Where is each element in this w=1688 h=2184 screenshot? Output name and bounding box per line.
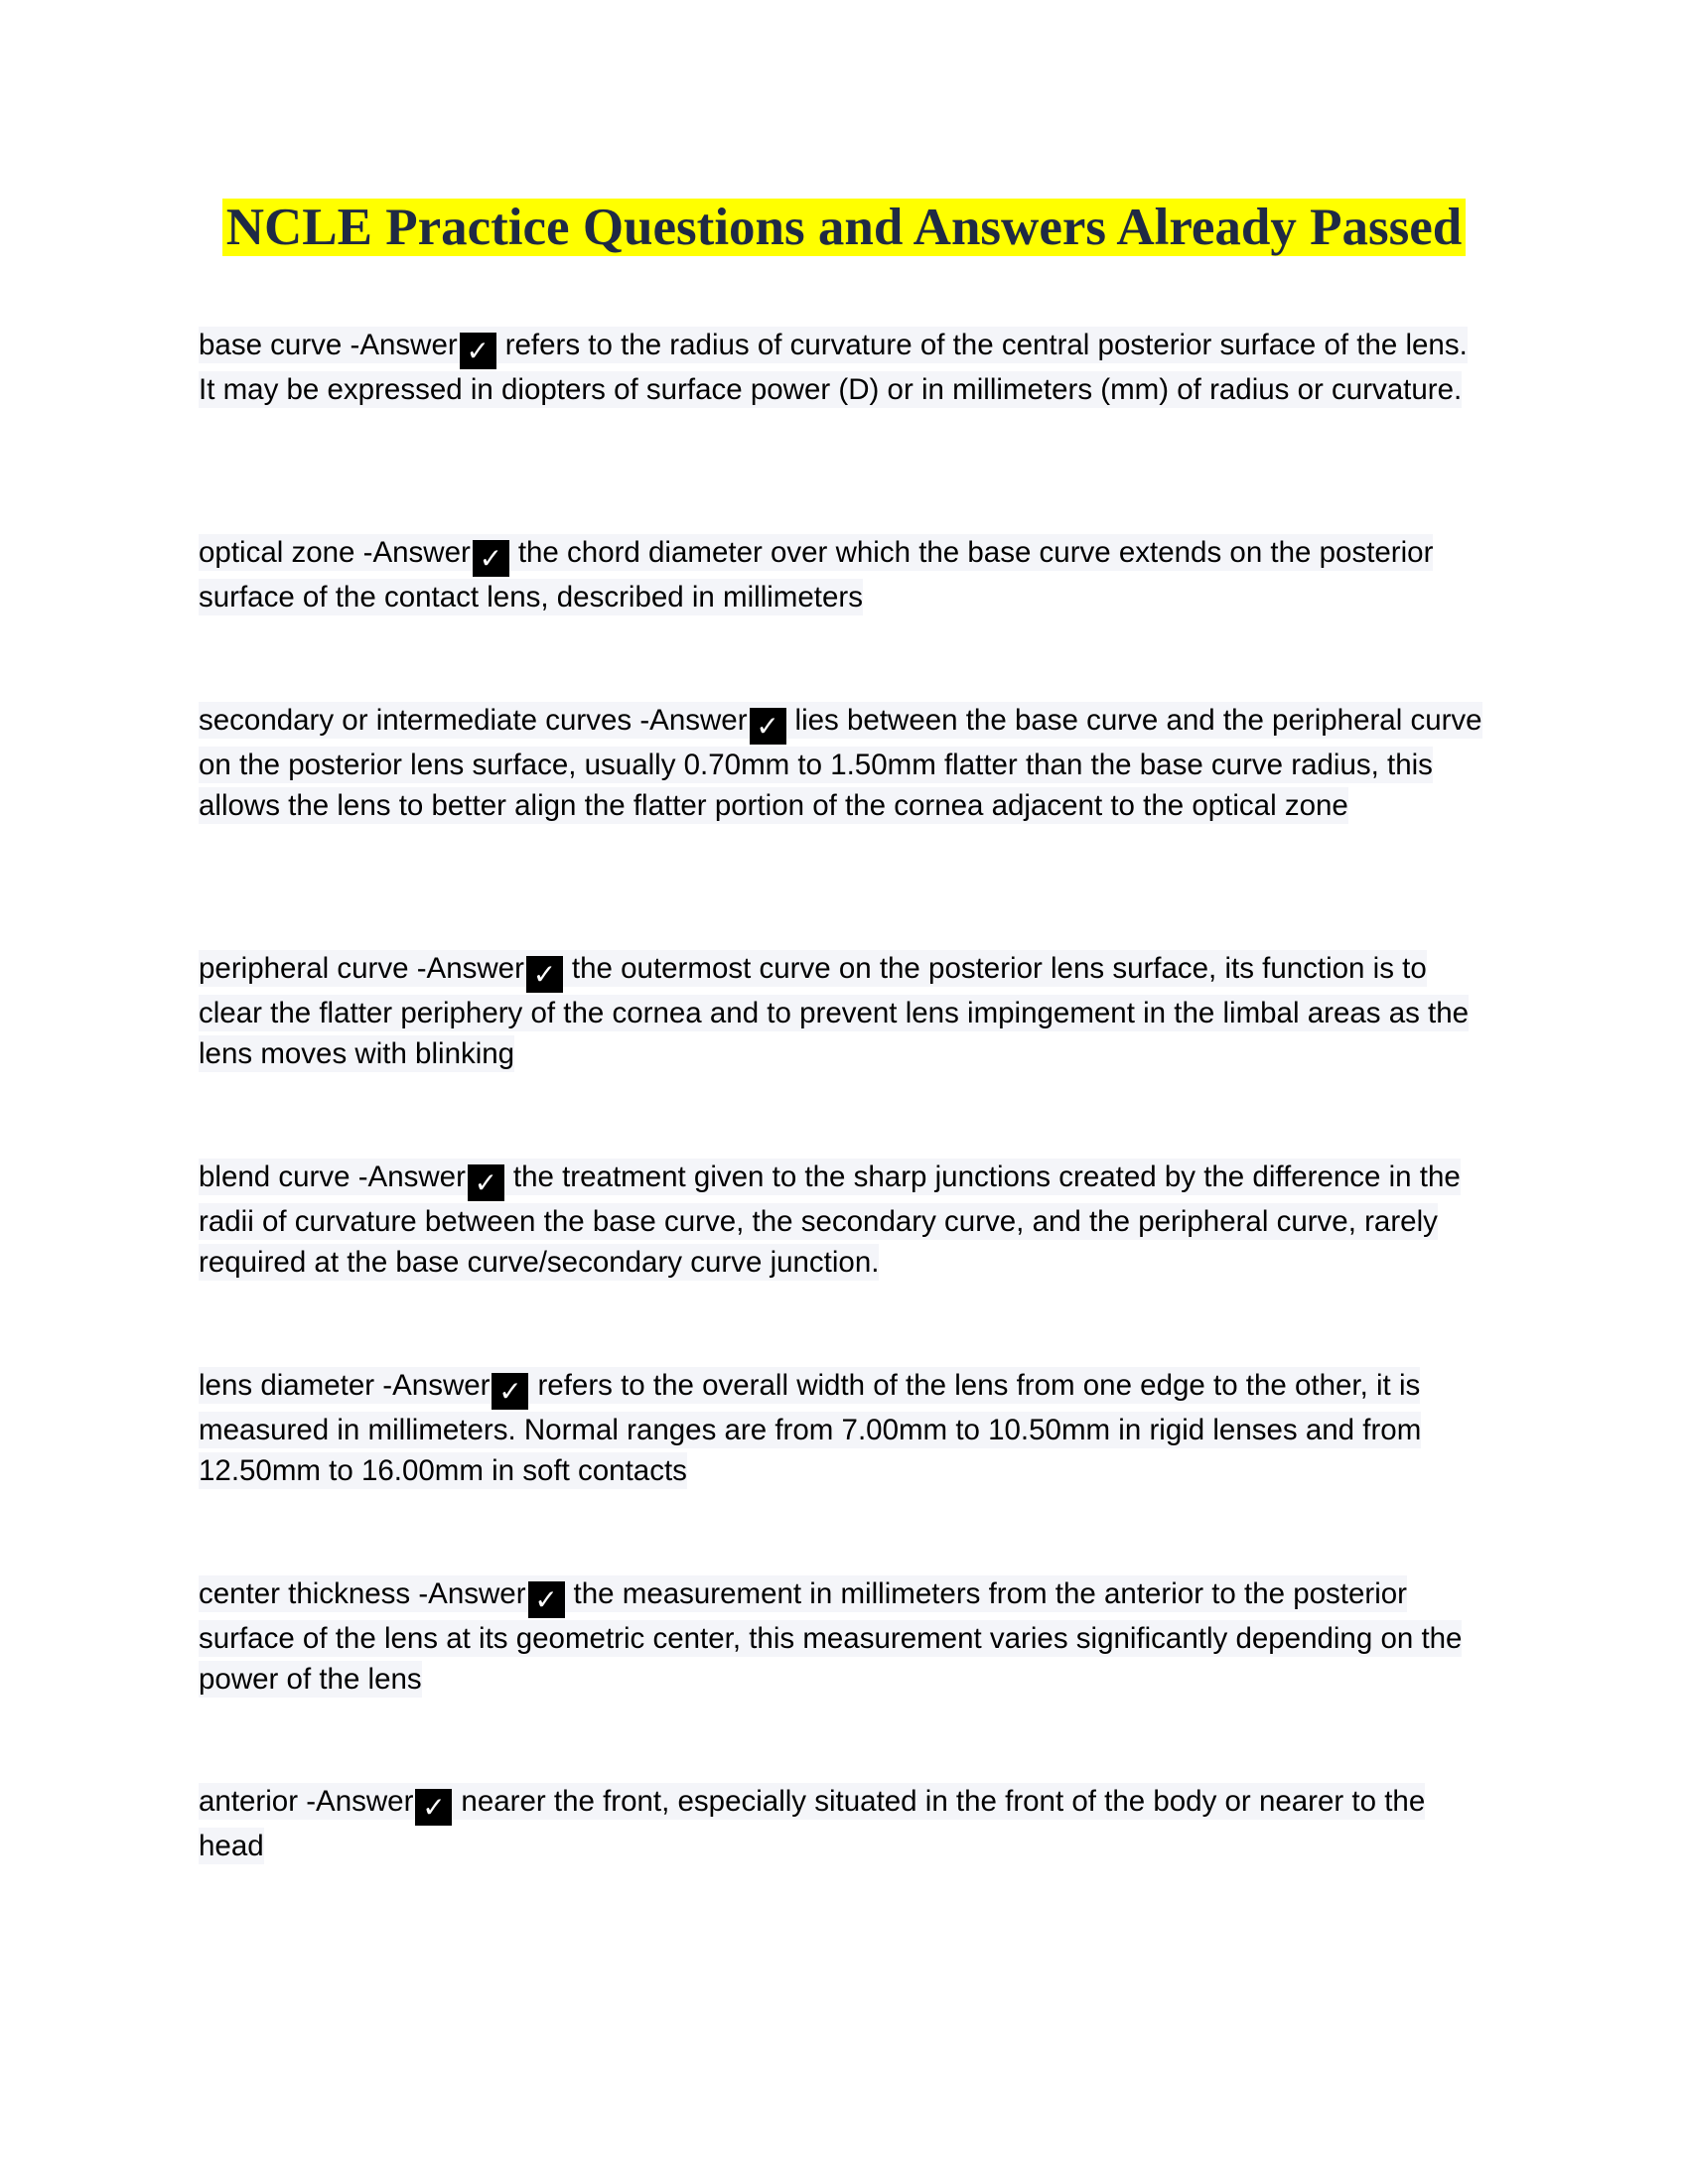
qa-item-base-curve [199,325,1489,410]
qa-item-text [199,1575,1462,1698]
qa-term: optical zone -Answer [199,536,471,569]
qa-definition: the outermost curve on the posterior lens surface, its function is to clear the flatter periphery of the cornea and to prevent lens impingement in the limbal areas as the lens moves with blinking [199,952,1470,1070]
qa-definition: the measurement in millimeters from the anterior to the posterior surface of the lens at its geometric center, this measurement varies significantly depending on the power of the lens [199,1577,1463,1696]
qa-item-text [199,702,1482,824]
qa-term: base curve -Answer [199,329,458,361]
qa-term: blend curve -Answer [199,1160,466,1193]
qa-term: center thickness -Answer [199,1577,526,1610]
qa-definition: refers to the radius of curvature of the central posterior surface of the lens. It may be expressed in diopters of surface power (D) or in millimeters (mm) of radius or curvature. [199,329,1468,406]
qa-term: lens diameter -Answer [199,1369,491,1402]
checkmark-icon: ✓ [468,1164,504,1201]
qa-definition: the treatment given to the sharp junctions created by the difference in the radii of curvature between the base curve, the secondary curve, and the peripheral curve, rarely required at the base curve/secondary curve junction. [199,1160,1461,1279]
checkmark-icon: ✓ [415,1789,452,1826]
checkmark-icon: ✓ [473,540,509,577]
qa-item-blend-curve [199,1157,1489,1283]
page-title-text: NCLE Practice Questions and Answers Already Passed [222,199,1467,256]
checkmark-icon: ✓ [750,708,786,745]
qa-definition: nearer the front, especially situated in the front of the body or nearer to the head [199,1785,1426,1862]
checkmark-icon: ✓ [526,956,563,993]
checkmark-icon: ✓ [460,333,496,369]
qa-term: anterior -Answer [199,1785,414,1818]
qa-item-text [199,534,1433,615]
qa-item-text [199,327,1468,408]
qa-item-text [199,1783,1425,1864]
checkmark-icon: ✓ [492,1373,528,1410]
page-title [0,195,1688,260]
qa-definition: the chord diameter over which the base curve extends on the posterior surface of the contact lens, described in millimeters [199,536,1434,614]
qa-item-secondary-curves [199,700,1489,826]
qa-item-text [199,950,1469,1072]
qa-item-anterior [199,1781,1489,1866]
qa-item-text [199,1159,1461,1281]
checkmark-icon: ✓ [528,1581,565,1618]
qa-item-peripheral-curve [199,948,1489,1074]
qa-term: peripheral curve -Answer [199,952,524,985]
qa-item-text [199,1367,1421,1489]
qa-definition: refers to the overall width of the lens from one edge to the other, it is measured in millimeters. Normal ranges are from 7.00mm to 10.50mm in rigid lenses and from 12.50mm to 16.00mm in soft contacts [199,1369,1422,1487]
qa-item-optical-zone [199,532,1489,617]
qa-definition: lies between the base curve and the peripheral curve on the posterior lens surface, usually 0.70mm to 1.50mm flatter than the base curve radius, this allows the lens to better align the flatter portion of the cornea adjacent to the optical zone [199,704,1482,822]
qa-item-lens-diameter [199,1365,1489,1491]
qa-item-center-thickness [199,1573,1489,1700]
qa-term: secondary or intermediate curves -Answer [199,704,748,737]
